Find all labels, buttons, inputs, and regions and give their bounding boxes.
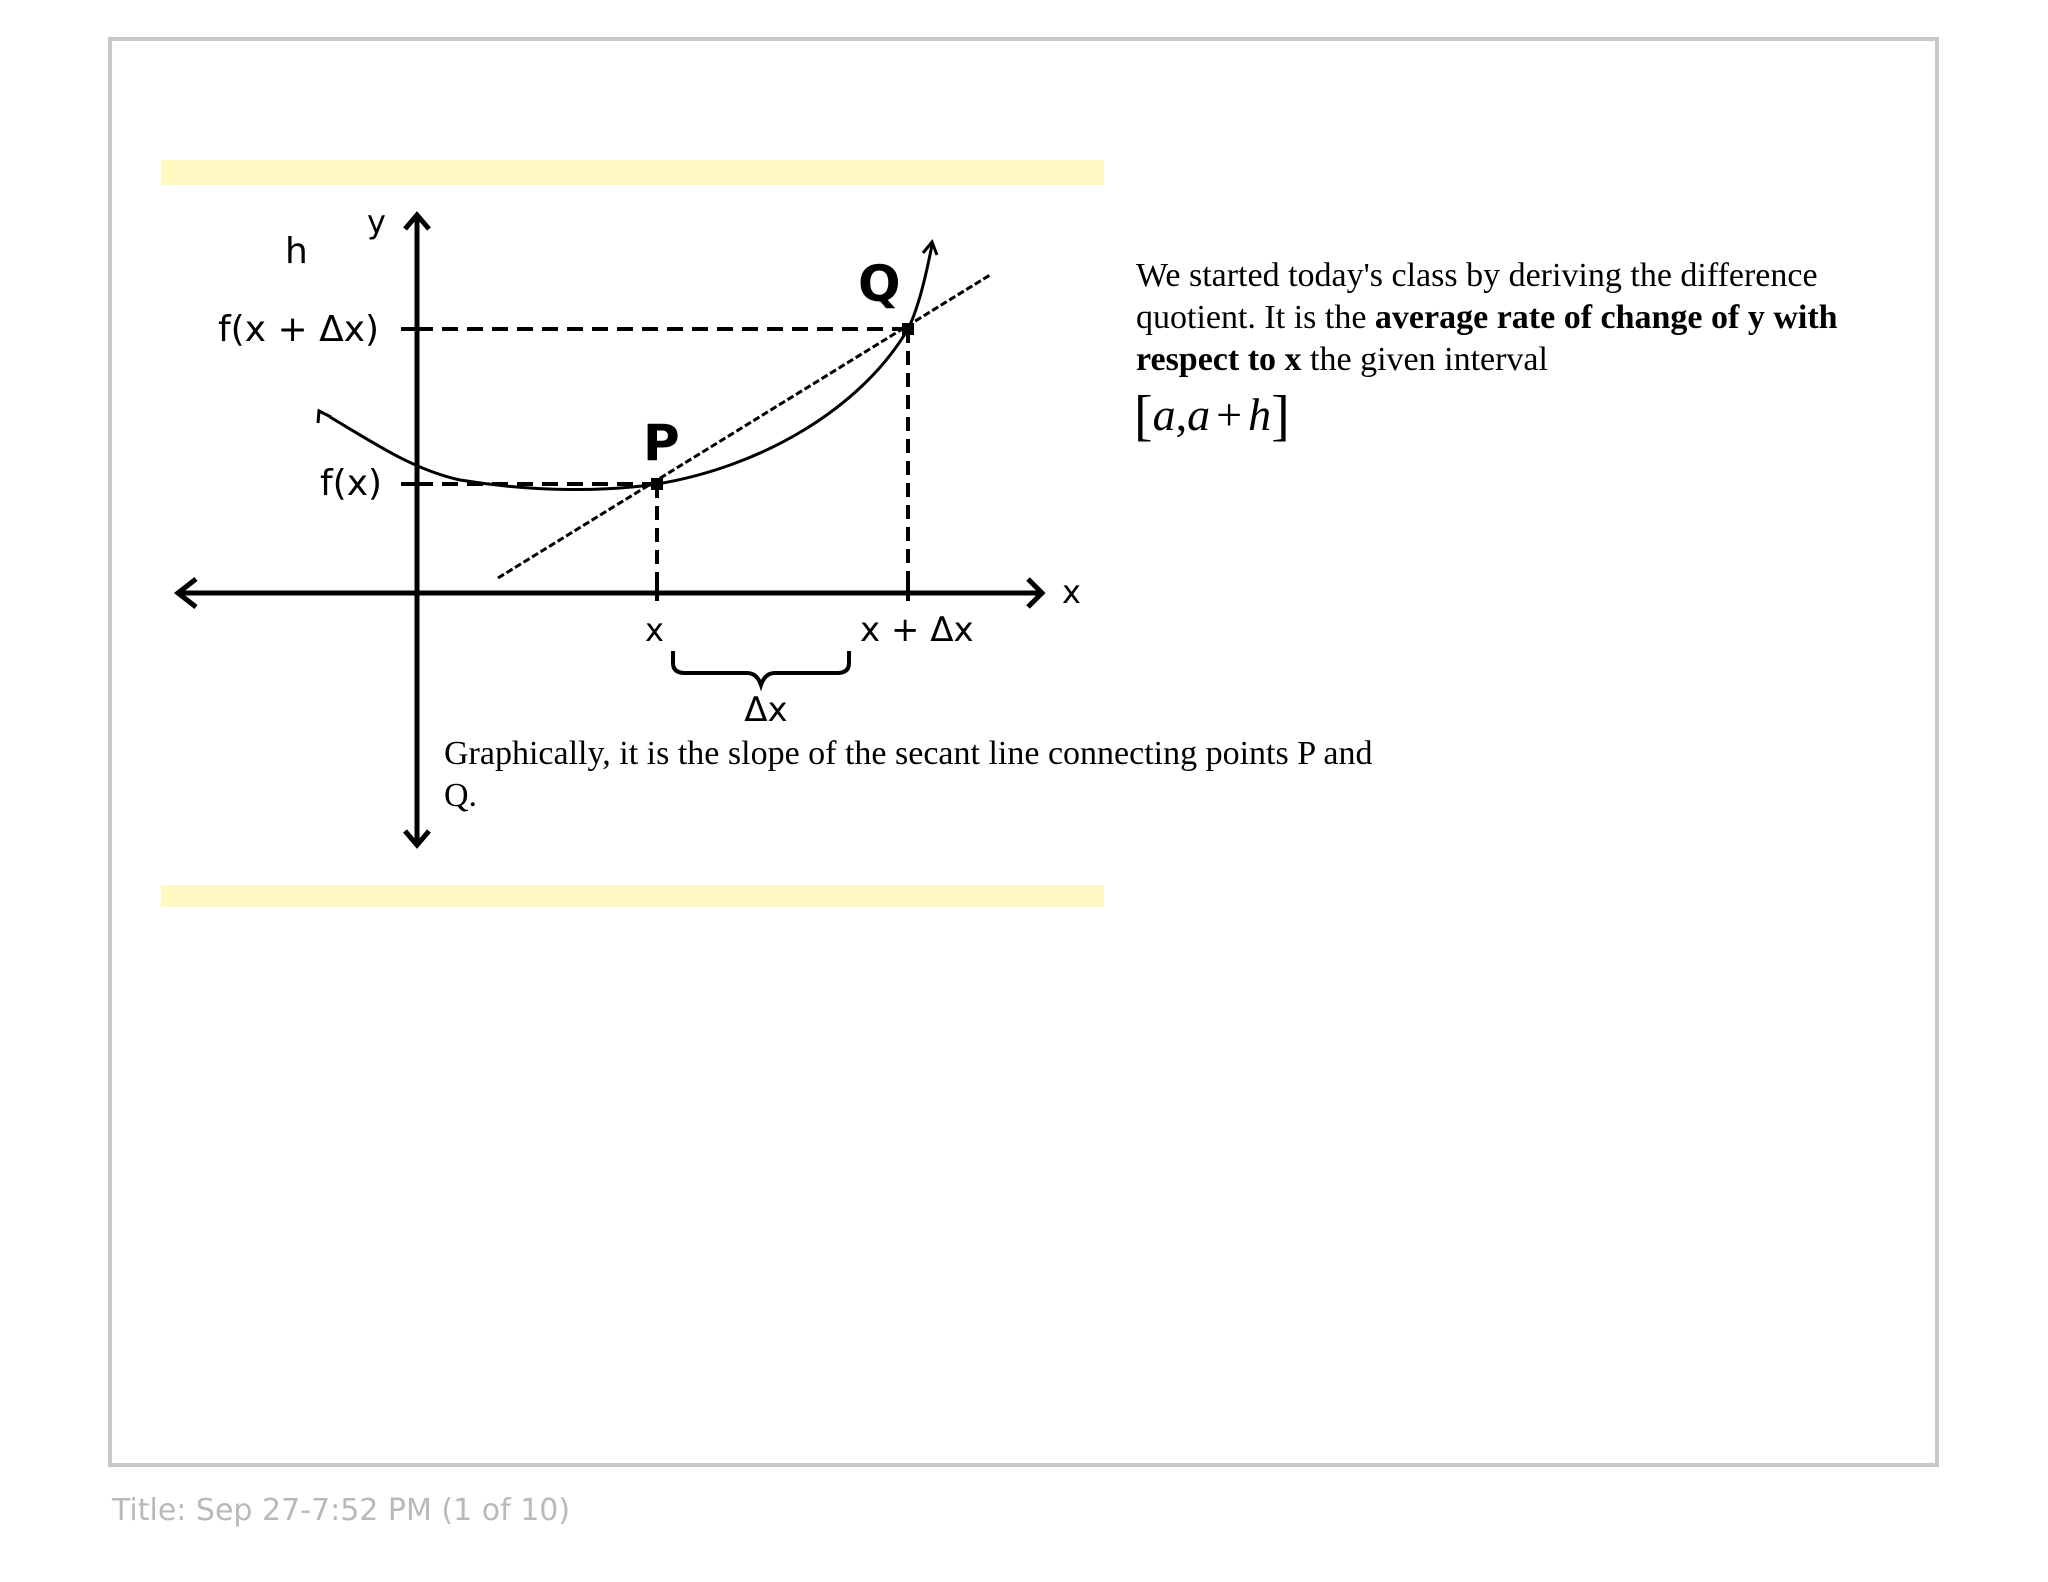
difference-quotient-paragraph: [1136, 255, 1856, 381]
interval-comma: ,: [1175, 389, 1188, 440]
label-f-x: f(x): [320, 463, 383, 504]
label-x-axis: x: [1062, 573, 1081, 611]
label-delta-x: Δx: [744, 690, 788, 730]
label-x-tick: x: [645, 611, 664, 649]
interval-plus: +: [1216, 389, 1243, 440]
paragraph-text-part2: the given interval: [1301, 341, 1548, 378]
label-y-axis: y: [367, 203, 386, 241]
interval-var-h: h: [1248, 389, 1272, 440]
label-f-x-plus-dx: f(x + Δx): [218, 309, 380, 350]
interval-var-a2: a: [1187, 389, 1211, 440]
slide-footer-title: Title: Sep 27-7:52 PM (1 of 10): [112, 1493, 571, 1528]
delta-x-brace: [673, 651, 849, 685]
label-point-q: Q: [858, 255, 901, 313]
interval-open-bracket: [: [1134, 385, 1153, 447]
interval-close-bracket: ]: [1271, 385, 1290, 447]
label-x-plus-dx-tick: x + Δx: [860, 610, 974, 650]
label-point-p: P: [643, 414, 680, 472]
interval-var-a: a: [1152, 389, 1176, 440]
paragraph-text-part1: We started today's class by deriving the difference quotient. It is the: [1136, 257, 1818, 336]
secant-line: [498, 275, 990, 578]
highlight-bar-top: [161, 160, 1104, 185]
paragraph-bold-text: average rate of change of y with respect to x: [1136, 299, 1838, 378]
function-curve-left-arrow: [318, 411, 331, 423]
highlight-bar-bottom: [161, 885, 1104, 907]
point-p-marker: [651, 478, 663, 490]
label-h: h: [285, 231, 308, 272]
secant-slope-paragraph: Graphically, it is the slope of the secant line connecting points P and Q.: [444, 735, 1373, 814]
interval-expression: [1134, 384, 1290, 448]
point-q-marker: [902, 323, 914, 335]
